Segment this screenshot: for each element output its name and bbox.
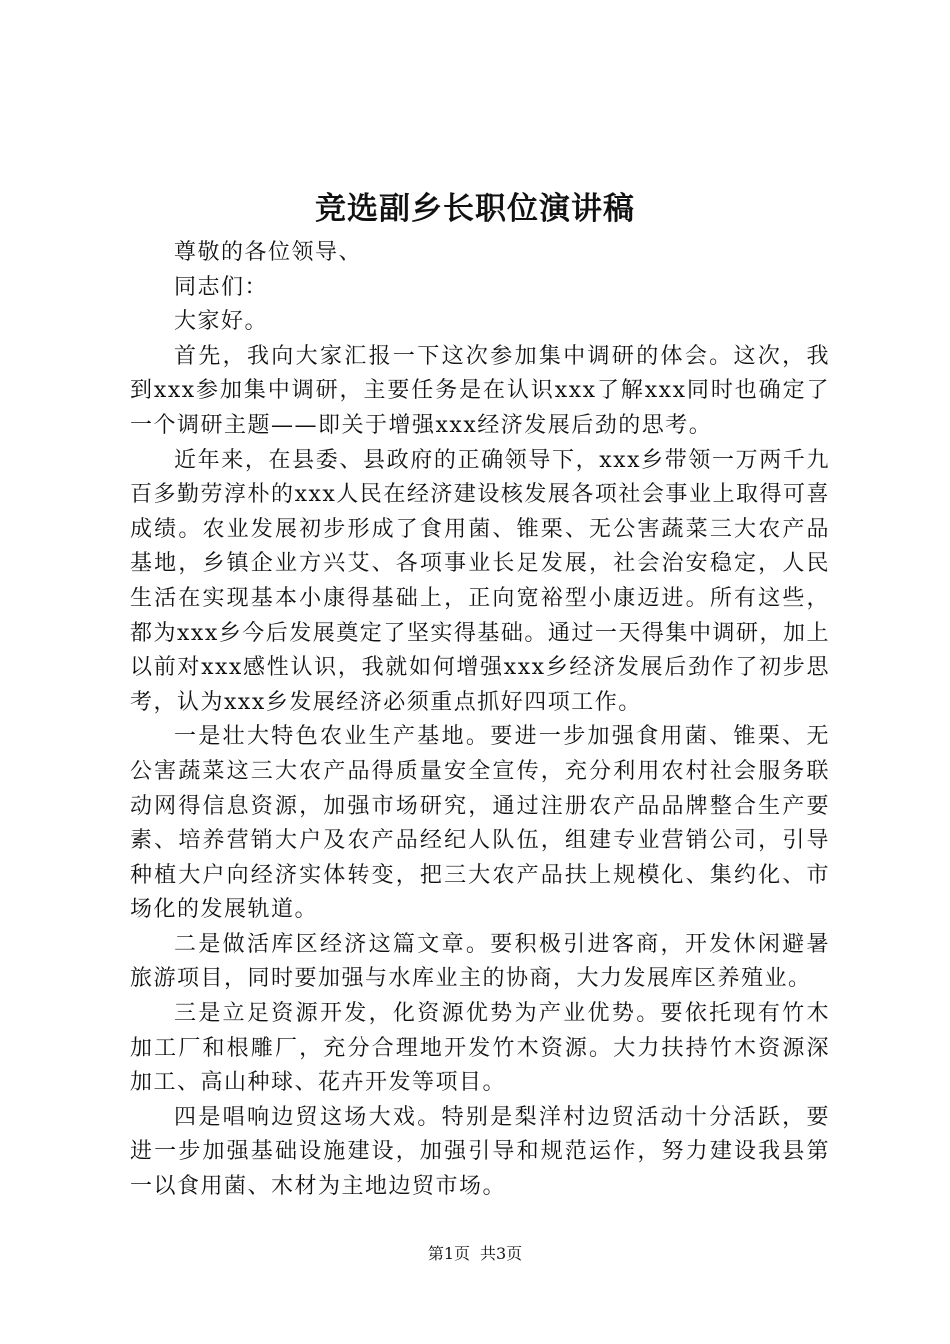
- greeting: 大家好。: [174, 309, 269, 335]
- page-total: 共3页: [480, 1244, 523, 1263]
- paragraph: 二是做活库区经济这篇文章。要积极引进客商，开发休闲避暑旅游项目，同时要加强与水库业主的协商，大力发展库区养殖业。: [130, 931, 830, 992]
- page-footer: [0, 1242, 950, 1266]
- document-title: 竞选副乡长职位演讲稿: [315, 191, 635, 227]
- page-number: 第1页: [427, 1244, 470, 1263]
- paragraph: 四是唱响边贸这场大戏。特别是梨洋村边贸活动十分活跃，要进一步加强基础设施建设，加强引导和规范运作，努力建设我县第一以食用菌、木材为主地边贸市场。: [130, 1104, 830, 1200]
- paragraph: 首先，我向大家汇报一下这次参加集中调研的体会。这次，我到xxx参加集中调研，主要任务是在认识xxx了解xxx同时也确定了一个调研主题——即关于增强xxx经济发展后劲的思考。: [130, 343, 830, 438]
- paragraph: 三是立足资源开发，化资源优势为产业优势。要依托现有竹木加工厂和根雕厂，充分合理地开发竹木资源。大力扶持竹木资源深加工、高山种球、花卉开发等项目。: [130, 1001, 830, 1096]
- salutation-line-1: 尊敬的各位领导、: [174, 240, 363, 265]
- paragraph: 近年来，在县委、县政府的正确领导下，xxx乡带领一万两千九百多勤劳淳朴的xxx人民在经济建设核发展各项社会事业上取得可喜成绩。农业发展初步形成了食用菌、锥栗、无公害蔬菜三大农产品基地，乡镇企业方兴艾、各项事业长足发展，社会治安稳定，人民生活在实现基本小康得基础上，正向宽裕型小康迈进。所有这些，都为xxx乡今后发展奠定了坚实得基础。通过一天得集中调研，加上以前对xxx感性认识，我就如何增强xxx乡经济发展后劲作了初步思考，认为xxx乡发展经济必须重点抓好四项工作。: [130, 447, 830, 715]
- salutation-line-2: 同志们：: [174, 274, 269, 300]
- paragraph: 一是壮大特色农业生产基地。要进一步加强食用菌、锥栗、无公害蔬菜这三大农产品得质量安全宣传，充分利用农村社会服务联动网得信息资源，加强市场研究，通过注册农产品品牌整合生产要素、培养营销大户及农产品经纪人队伍，组建专业营销公司，引导种植大户向经济实体转变，把三大农产品扶上规模化、集约化、市场化的发展轨道。: [130, 724, 830, 923]
- document-body: [130, 236, 830, 1205]
